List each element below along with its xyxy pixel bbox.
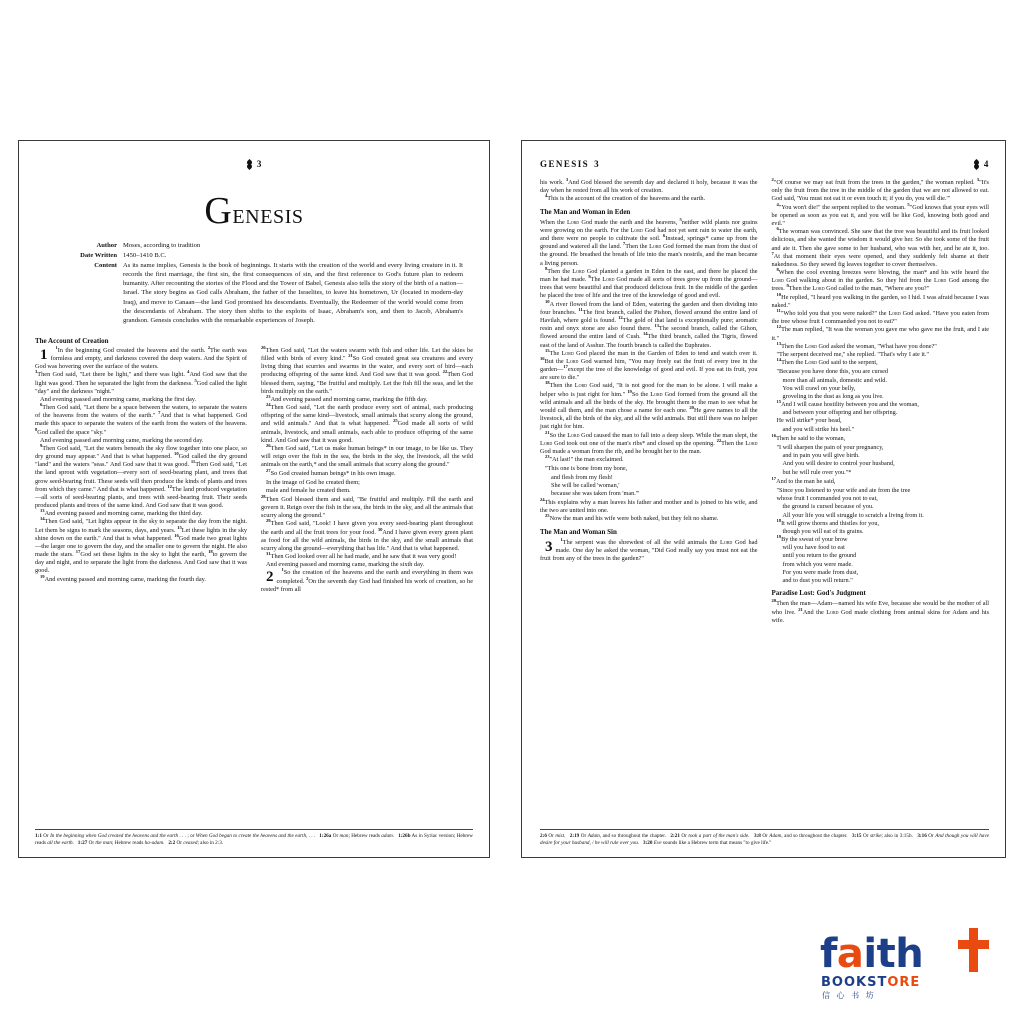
verse-paragraph: And evening passed and morning came, marking the sixth day. [266, 561, 425, 569]
section-heading: The Man and Woman in Eden [540, 207, 631, 216]
logo-sub-b: B [821, 975, 832, 990]
frontmatter-value: Moses, according to tradition [123, 242, 201, 249]
right-page-columns [540, 176, 989, 625]
verse-number: 15 [545, 347, 550, 353]
logo-sub-ookst: OOKST [831, 975, 888, 990]
poetry-line: will you have food to eat [782, 544, 845, 552]
verse-number: 23 [266, 393, 271, 399]
ornament-icon [246, 160, 253, 169]
verse-paragraph: $^8$Then the Lord God planted a garden in Eden in the east, and there he placed the man he had made. $^9$The Lord God made all sorts of trees grow up from the ground—trees that were beautiful and that produced delicious fruit. In the middle of the garden he placed the tree of life and the tree of the knowledge of good and evil. [540, 265, 758, 300]
verse-paragraph: his work. $^3$And God blessed the seventh day and declared it holy, because it was the day when he rested from all his work of creation. [540, 176, 758, 195]
poetry-line: the ground is cursed because of you. [782, 503, 874, 511]
verse-number: 24 [266, 401, 271, 407]
poetry-line: and in pain you will give birth. [782, 452, 860, 460]
logo-subtitle [821, 975, 920, 990]
verse-paragraph: $^{31}$Then God looked over all he had made, and he saw that it was very good! [266, 551, 457, 561]
left-footnotes-wrap [35, 823, 473, 847]
verse-paragraph: $^{13}$Then the Lord God asked the woman, "What have you done?" [776, 340, 937, 350]
verse-number: 10 [776, 291, 782, 297]
verse-paragraph: $^9$Then God said, "Let the waters beneath the sky flow together into one place, so dry ground may appear." And that is what happened. $^{10}$God called the dry ground "land" and the waters "seas." And God saw that it was good. $^{11}$Then God said, "Let the land sprout with vegetation—every sort of seed-bearing plant, and trees that grow seed-bearing fruit. These seeds will then produce the kinds of plants and trees from which they came." And that is what happened. $^{12}$The land produced vegetation—all sorts of seed-bearing plants, and trees with seed-bearing fruit. Their seeds produced plants and trees of the same kind. And God saw that it was good. [35, 442, 247, 510]
faith-bookstore-logo [820, 928, 996, 1002]
verse-number: 16 [771, 432, 777, 438]
verse-paragraph: $^{15}$The Lord God placed the man in the Garden of Eden to tend and watch over it. $^{16}$But the Lord God warned him, "You may freely eat the fruit of every tree in the garden—$^{17}$except the tree of the knowledge of good and evil. If you eat its fruit, you are sure to die." [540, 347, 758, 382]
right-footnotes: 2:6 Or mist. 2:19 Or Adam, and so throughout the chapter. 2:21 Or took a part of the man's side. 3:8 Or Adam, and so throughout the chapter. 3:15 Or strike; also in 3:15b. 3:16 Or And though you will have desire for your husband, / he will rule over you. 3:20 Eve sounds like a Hebrew term that means "to give life." [540, 829, 989, 847]
poetry-line: In the image of God he created them; [266, 478, 360, 486]
poetry-line: until you return to the ground [782, 552, 857, 560]
verse-number: 29 [266, 518, 271, 524]
logo-f: f [820, 931, 837, 977]
verse-paragraph: $^{18}$Then the Lord God said, "It is not good for the man to be alone. I will make a helper who is just right for him." $^{19}$So the Lord God formed from the ground all the wild animals and all the birds of the sky. He brought them to the man to see what he would call them, and the man chose a name for each one. $^{20}$He gave names to all the livestock, all the birds of the sky, and all the wild animals. But still there was no helper just right for him. [540, 380, 758, 431]
verse-number: 1 [560, 536, 563, 542]
frontmatter-row [61, 251, 463, 260]
book-title [35, 189, 473, 233]
chapter-number: 1 [40, 346, 48, 363]
verse-number: 31 [266, 551, 271, 557]
left-page [18, 140, 490, 858]
verse-paragraph: 3 $^1$The serpent was the shrewdest of all the wild animals the Lord God had made. One day he asked the woman, "Did God really say you must not eat the fruit from any of the trees in the garden?" [540, 536, 758, 563]
verse-paragraph: When the Lord God made the earth and the heavens, $^5$neither wild plants nor grains were growing on the earth. For the Lord God had not yet sent rain to water the earth, and there were no people to cultivate the soil. $^6$Instead, springs* came up from the ground and watered all the land. $^7$Then the Lord God formed the man from the dust of the ground. He breathed the breath of life into the man's nostrils, and the man became a living person. [540, 216, 758, 267]
cross-horizontal [958, 940, 989, 949]
verse-paragraph: $^{23}$"At last!" the man exclaimed. [545, 454, 624, 464]
verse-paragraph: $^{14}$Then God said, "Let lights appear in the sky to separate the day from the night. Let them be signs to mark the seasons, days, and years. $^{15}$Let these lights in the sky shine down on the earth." And that is what happened. $^{16}$God made two great lights—the larger one to govern the day, and the smaller one to govern the night. He also made the stars. $^{17}$God set these lights in the sky to light the earth, $^{18}$to govern the day and night, and to separate the light from the darkness. And God saw that it was good. [35, 516, 247, 575]
poetry-line: and you will strike his heel." [782, 425, 855, 433]
book-frontmatter [61, 241, 463, 325]
left-page-header [35, 155, 473, 173]
logo-wordmark [820, 931, 924, 977]
verse-paragraph: $^{24}$Then God said, "Let the earth produce every sort of animal, each producing offspring of the same kind—livestock, small animals that scurry along the ground, and wild animals." And that is what happened. $^{25}$God made all sorts of wild animals, livestock, and small animals, each able to produce offspring of the same kind. And God saw that it was good. [261, 401, 473, 444]
verse-paragraph: $^{16}$Then he said to the woman, [771, 432, 846, 442]
verse-number: 18 [545, 380, 550, 386]
verse-number: 9 [40, 442, 43, 448]
right-column-2 [771, 176, 990, 625]
verse-paragraph: $^{11}$"Who told you that you were naked?" the Lord God asked. "Have you eaten from the tree whose fruit I commanded you not to eat?" [771, 307, 989, 326]
verse-number: 6 [776, 226, 779, 232]
poetry-line: and between your offspring and her offspring. [782, 409, 898, 417]
frontmatter-row [61, 241, 463, 250]
verse-number: 14 [776, 357, 782, 363]
verse-number: 12 [776, 324, 782, 330]
frontmatter-label: Content [94, 262, 117, 270]
chapter-number: 3 [545, 538, 553, 555]
verse-number: 11 [776, 307, 781, 313]
verse-number: 3 [35, 369, 38, 375]
frontmatter-value: 1450–1410 B.C. [123, 252, 167, 260]
right-footnotes-wrap [540, 823, 989, 847]
book-spread [0, 140, 1024, 860]
poetry-line: She will be called 'woman,' [551, 481, 620, 489]
verse-paragraph: $^{23}$And evening passed and morning came, marking the fifth day. [266, 393, 428, 403]
verse-paragraph: $^{21}$So the Lord God caused the man to fall into a deep sleep. While the man slept, the Lord God took out one of the man's ribs* and closed up the opening. $^{22}$Then the Lord God made a woman from the rib, and he brought her to the man. [540, 429, 758, 455]
verse-paragraph: $^4$"You won't die!" the serpent replied to the woman. $^5$"God knows that your eyes will be opened as soon as you eat it, and you will be like God, knowing both good and evil." [771, 201, 989, 227]
poetry-line: though you will eat of its grains. [782, 527, 864, 535]
logo-ith: ith [863, 931, 924, 977]
poetry-line: groveling in the dust as long as you live. [782, 392, 884, 400]
chapter-number: 2 [266, 569, 274, 586]
verse-number: 6 [40, 401, 43, 407]
poetry-line: male and female he created them. [266, 486, 351, 494]
logo-a: a [836, 931, 864, 977]
verse-number: 1 [55, 344, 58, 350]
left-column-1 [35, 344, 247, 594]
poetry-line: He will strike* your head, [776, 417, 842, 425]
book-title-initial: G [204, 190, 233, 232]
poetry-line: whose fruit I commanded you not to eat, [776, 495, 878, 503]
poetry-block [540, 465, 758, 498]
poetry-line: "Because you have done this, you are cursed [776, 368, 889, 376]
verse-paragraph: $^{24}$This explains why a man leaves his father and mother and is joined to his wife, and the two are united into one. [540, 497, 758, 515]
verse-paragraph: $^{26}$Then God said, "Let us make human beings* in our image, to be like us. They will reign over the fish in the sea, the birds in the sky, the livestock, all the wild animals on the earth,* and the small animals that scurry along the ground." [261, 442, 473, 469]
left-folio-number: 3 [256, 159, 263, 169]
right-folio-number: 4 [983, 159, 989, 169]
verse-number: 4 [776, 201, 779, 207]
verse-paragraph: 2 $^1$So the creation of the heavens and the earth and everything in them was completed. $^2$On the seventh day God had finished his work of creation, so he rested* from all [261, 567, 473, 593]
verse-paragraph: $^6$Then God said, "Let there be a space between the waters, to separate the waters of the heavens from the waters of the earth." $^7$And that is what happened. God made this space to separate the waters of the earth from the waters of the heavens. $^8$God called the space "sky." [35, 401, 247, 436]
verse-number: 20 [771, 598, 777, 604]
verse-paragraph: And evening passed and morning came, marking the first day. [40, 395, 197, 403]
verse-number: 14 [40, 516, 45, 522]
verse-paragraph: $^8$When the cool evening breezes were blowing, the man* and his wife heard the Lord God walking about in the garden. So they hid from the Lord God among the trees. $^9$Then the Lord God called to the man, "Where are you?" [771, 266, 989, 293]
left-column-2 [261, 344, 474, 594]
poetry-block [772, 444, 990, 477]
verse-paragraph: $^3$Then God said, "Let there be light," and there was light. $^4$And God saw that the light was good. Then he separated the light from the darkness. $^5$God called the light "day" and the darkness "night." [35, 369, 247, 395]
verse-paragraph: $^{28}$Then God blessed them and said, "Be fruitful and multiply. Fill the earth and govern it. Reign over the fish in the sea, the birds in the sky, and all the animals that scurry along the ground." [261, 493, 473, 520]
verse-paragraph: $^{20}$Then the man—Adam—named his wife Eve, because she would be the mother of all who live. $^{21}$And the Lord God made clothing from animal skins for Adam and his wife. [771, 598, 989, 624]
verse-number: 8 [776, 266, 779, 272]
verse-number: 1 [281, 567, 284, 573]
poetry-line: $^{18}$It will grow thorns and thistles for you, [776, 517, 880, 527]
verse-number: 13 [776, 340, 782, 346]
right-folio [973, 159, 989, 169]
poetry-line: "Since you listened to your wife and ate from the tree [776, 486, 911, 494]
verse-number: 25 [545, 513, 550, 519]
running-head-reference [540, 159, 599, 169]
verse-number: 4 [545, 193, 548, 199]
verse-paragraph: $^{29}$Then God said, "Look! I have given you every seed-bearing plant throughout the earth and all the fruit trees for your food. $^{30}$And I have given every green plant as food for all the wild animals, the birds in the sky, and the small animals that scurry along the ground—everything that has life." And that is what happened. [261, 518, 473, 552]
verse-number: 10 [545, 298, 550, 304]
right-column-1 [540, 176, 758, 625]
verse-number: 26 [266, 442, 271, 448]
poetry-line: because she was taken from 'man.'" [551, 489, 640, 497]
poetry-line: "This one is bone from my bone, [545, 465, 628, 473]
section-heading-account-of-creation: The Account of Creation [35, 336, 109, 345]
frontmatter-row [61, 261, 463, 325]
verse-number: 23 [545, 454, 550, 460]
verse-paragraph: $^6$The woman was convinced. She saw that the tree was beautiful and its fruit looked delicious, and she wanted the wisdom it would give her. So she took some of the fruit and ate it. Then she gave some to her husband, who was with her, and he ate it, too. $^7$At that moment their eyes were opened, and they suddenly felt shame at their nakedness. So they sewed fig leaves together to cover themselves. [771, 226, 989, 268]
verse-paragraph: $^{12}$The man replied, "It was the woman you gave me who gave me the fruit, and I ate it." [771, 324, 989, 342]
poetry-line: You will crawl on your belly, [782, 384, 856, 392]
poetry-block [772, 368, 990, 434]
poetry-line: but he will rule over you."* [782, 468, 852, 476]
logo-chinese-name: 信 心 书 坊 [822, 991, 876, 1000]
poetry-line: and to dust you will return." [782, 577, 853, 584]
poetry-line: All your life you will struggle to scratch a living from it. [782, 511, 924, 519]
running-head-book: GENESIS [540, 159, 590, 169]
poetry-line: more than all animals, domestic and wild. [782, 376, 887, 384]
left-footnotes: 1:1 Or In the beginning when God created the heavens and the earth . . . ; or When God began to create the heavens and the earth, . . . 1:26a Or man; Hebrew reads adam. 1:26b As in Syriac version; Hebrew reads all the earth. 1:27 Or the man; Hebrew reads ha-adam. 2:2 Or ceased; also in 2:3. [35, 829, 473, 847]
book-title-rest: enesis [232, 198, 304, 230]
verse-number: 28 [261, 493, 266, 499]
verse-number: 21 [545, 429, 550, 435]
verse-paragraph: 1 $^1$In the beginning God created the heavens and the earth. $^2$The earth was formless and empty, and darkness covered the deep waters. And the Spirit of God was hovering over the surface of the waters. [35, 344, 247, 371]
verse-paragraph: $^{10}$A river flowed from the land of Eden, watering the garden and then dividing into four branches. $^{11}$The first branch, called the Pishon, flowed around the entire land of Havilah, where gold is found. $^{12}$The gold of that land is exceptionally pure; aromatic resin and onyx stone are also found there. $^{13}$The second branch, called the Gihon, flowed around the entire land of Cush. $^{14}$The third branch, called the Tigris, flowed east of the land of Asshur. The fourth branch is called the Euphrates. [540, 298, 758, 349]
verse-number: 20 [261, 344, 266, 350]
poetry-block [772, 487, 990, 585]
right-page [521, 140, 1006, 858]
poetry-line: "I will sharpen the pain of your pregnancy, [776, 444, 884, 451]
running-head-chapter: 3 [594, 159, 600, 169]
poetry-block [261, 470, 473, 495]
verse-paragraph: $^{10}$He replied, "I heard you walking in the garden, so I hid. I was afraid because I was naked." [771, 291, 989, 309]
verse-paragraph: $^{25}$Now the man and his wife were both naked, but they felt no shame. [545, 513, 719, 523]
right-page-header [540, 155, 989, 173]
poetry-line: and flesh from my flesh! [551, 473, 613, 481]
left-page-columns [35, 344, 474, 594]
poetry-line: $^{27}$So God created human beings* in his own image. [266, 468, 396, 478]
frontmatter-label: Date Written [80, 252, 117, 260]
verse-paragraph: $^2$"Of course we may eat fruit from the trees in the garden," the woman replied. $^3$"It's only the fruit from the tree in the middle of the garden that we are not allowed to eat. God said, 'You must not eat it or even touch it; if you do, you will die.'" [771, 176, 989, 203]
verse-paragraph: $^{14}$Then the Lord God said to the serpent, [776, 357, 878, 367]
poetry-line: For you were made from dust, [782, 568, 859, 576]
ornament-icon [973, 160, 980, 169]
verse-paragraph: "The serpent deceived me," she replied. "That's why I ate it." [776, 350, 929, 358]
section-heading: Paradise Lost: God's Judgment [771, 589, 866, 598]
verse-number: 2 [771, 176, 774, 182]
verse-paragraph: $^{19}$And evening passed and morning came, marking the fourth day. [40, 573, 206, 583]
verse-paragraph: $^4$This is the account of the creation of the heavens and the earth. [545, 193, 706, 203]
verse-number: 24 [540, 497, 545, 503]
poetry-line: And you will desire to control your husband, [782, 460, 895, 468]
verse-paragraph: $^{17}$And to the man he said, [771, 475, 836, 485]
left-folio [246, 159, 262, 169]
logo-sub-ore: ORE [887, 975, 921, 990]
verse-number: 17 [771, 475, 777, 481]
verse-number: 8 [545, 265, 548, 271]
cross-vertical [969, 928, 978, 972]
section-heading: The Man and Woman Sin [540, 527, 617, 536]
poetry-line: $^{15}$And I will cause hostility between you and the woman, [776, 398, 919, 409]
frontmatter-value: As its name implies, Genesis is the book of beginnings. It starts with the creation of the world and every living creature in it. It records the first marriage, the first sin, the first consequences of sin, and the first reference to God's future plan to redeem humanity. After recounting the stories of the Flood and the Tower of Babel, Genesis also tells the story of the birth of a nation—Israel. The story begins as God calls Abraham, the father of the Israelites, to leave his hometown, Ur (located in modern-day Iraq), and move to Canaan—the land God promised his descendants. Eventually, the Redeemer of the world would come from the descendants of Abraham. The story then shifts to the exploits of Isaac, Abraham's son, and then to Jacob, Abraham's grandson. Genesis concludes with the remarkable experiences of Joseph. [123, 262, 463, 324]
cross-icon [956, 928, 990, 972]
verse-paragraph: $^{20}$Then God said, "Let the waters swarm with fish and other life. Let the skies be filled with birds of every kind." $^{21}$So God created great sea creatures and every living thing that scurries and swarms in the water, and every sort of bird—each producing offspring of the same kind. And God saw that it was good. $^{22}$Then God blessed them, saying, "Be fruitful and multiply. Let the fish fill the seas, and let the birds multiply on the earth." [261, 344, 474, 395]
verse-paragraph: $^{13}$And evening passed and morning came, marking the third day. [40, 508, 203, 518]
poetry-line: from which you were made. [782, 560, 853, 568]
frontmatter-label: Author [96, 242, 117, 249]
poetry-line: $^{19}$By the sweat of your brow [776, 533, 848, 544]
verse-paragraph: And evening passed and morning came, marking the second day. [40, 436, 204, 444]
